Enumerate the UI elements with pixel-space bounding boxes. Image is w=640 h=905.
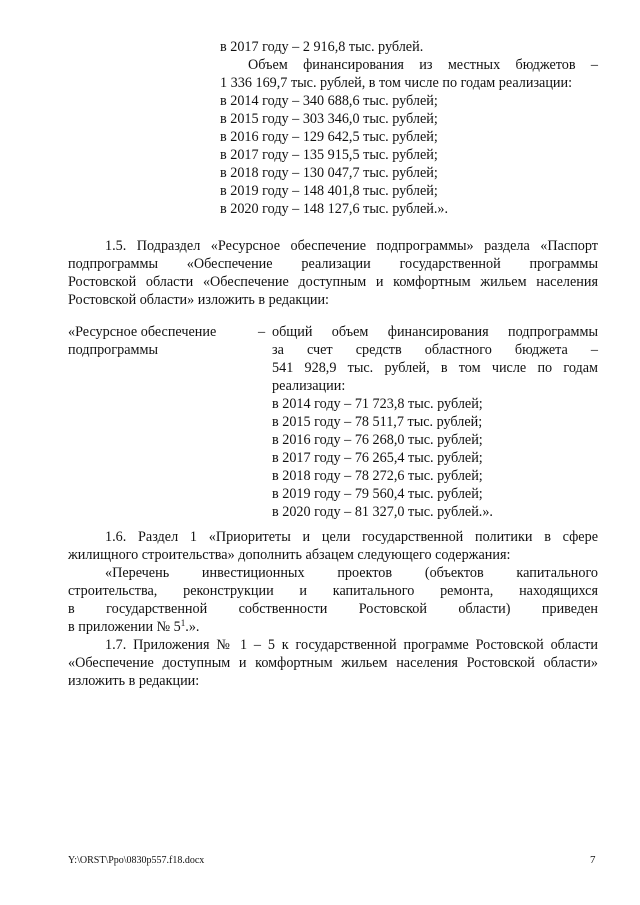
top-year-line: в 2015 году – 303 346,0 тыс. рублей;	[220, 111, 438, 127]
section-1-6-line: 1.6. Раздел 1 «Приоритеты и цели государственной политики в сфере	[105, 529, 598, 545]
footer-file-path: Y:\ORST\Ppo\0830p557.f18.docx	[68, 855, 205, 866]
section-1-6-line: в государственной собственности Ростовской области) приведен	[68, 601, 598, 617]
resource-year-line: в 2019 году – 79 560,4 тыс. рублей;	[272, 486, 483, 502]
page-number: 7	[590, 854, 596, 866]
section-1-7-line: изложить в редакции:	[68, 673, 200, 689]
section-1-6-line: «Перечень инвестиционных проектов (объектов капитального	[105, 565, 598, 581]
resource-year-line: в 2015 году – 78 511,7 тыс. рублей;	[272, 414, 483, 430]
top-year-line: в 2020 году – 148 127,6 тыс. рублей.».	[220, 201, 449, 217]
section-1-6-line: строительства, реконструкции и капитального ремонта, находящихся	[68, 583, 598, 599]
resource-value-line: 541 928,9 тыс. рублей, в том числе по годам	[272, 360, 598, 376]
resource-year-line: в 2017 году – 76 265,4 тыс. рублей;	[272, 450, 483, 466]
resource-dash: –	[258, 324, 266, 340]
resource-value-line: за счет средств областного бюджета –	[272, 342, 598, 358]
top-year-line: в 2014 году – 340 688,6 тыс. рублей;	[220, 93, 438, 109]
section-1-5-line: Ростовской области» изложить в редакции:	[68, 292, 329, 308]
section-1-6-line: жилищного строительства» дополнить абзацем следующего содержания:	[68, 547, 511, 563]
local-budget-line-2: 1 336 169,7 тыс. рублей, в том числе по годам реализации:	[220, 75, 573, 91]
appendix-superscript: 1	[180, 618, 186, 628]
top-year-line: в 2017 году – 135 915,5 тыс. рублей;	[220, 147, 438, 163]
resource-year-line: в 2016 году – 76 268,0 тыс. рублей;	[272, 432, 483, 448]
section-1-5-line: подпрограммы «Обеспечение реализации государственной программы	[68, 256, 598, 272]
resource-value-line: реализации:	[272, 378, 346, 394]
section-1-6-last-line	[68, 618, 199, 636]
resource-label-line-2: подпрограммы	[68, 342, 158, 358]
section-1-7-line: «Обеспечение доступным и комфортным жильем населения Ростовской области»	[68, 655, 598, 671]
section-1-5-line: Ростовской области «Обеспечение доступным и комфортным жильем населения	[68, 274, 598, 290]
resource-year-line: в 2014 году – 71 723,8 тыс. рублей;	[272, 396, 483, 412]
resource-year-line: в 2020 году – 81 327,0 тыс. рублей.».	[272, 504, 493, 520]
top-year-2017: в 2017 году – 2 916,8 тыс. рублей.	[220, 39, 424, 55]
appendix-reference-end: .».	[185, 619, 200, 635]
resource-year-line: в 2018 году – 78 272,6 тыс. рублей;	[272, 468, 483, 484]
top-year-line: в 2019 году – 148 401,8 тыс. рублей;	[220, 183, 438, 199]
top-year-line: в 2016 году – 129 642,5 тыс. рублей;	[220, 129, 438, 145]
top-year-line: в 2018 году – 130 047,7 тыс. рублей;	[220, 165, 438, 181]
resource-label-line-1: «Ресурсное обеспечение	[68, 324, 217, 340]
local-budget-line-1: Объем финансирования из местных бюджетов –	[248, 57, 598, 73]
section-1-5-line: 1.5. Подраздел «Ресурсное обеспечение подпрограммы» раздела «Паспорт	[105, 238, 598, 254]
resource-value-line: общий объем финансирования подпрограммы	[272, 324, 598, 340]
appendix-reference: в приложении № 5	[68, 619, 181, 635]
section-1-7-line: 1.7. Приложения № 1 – 5 к государственной программе Ростовской области	[105, 637, 598, 653]
